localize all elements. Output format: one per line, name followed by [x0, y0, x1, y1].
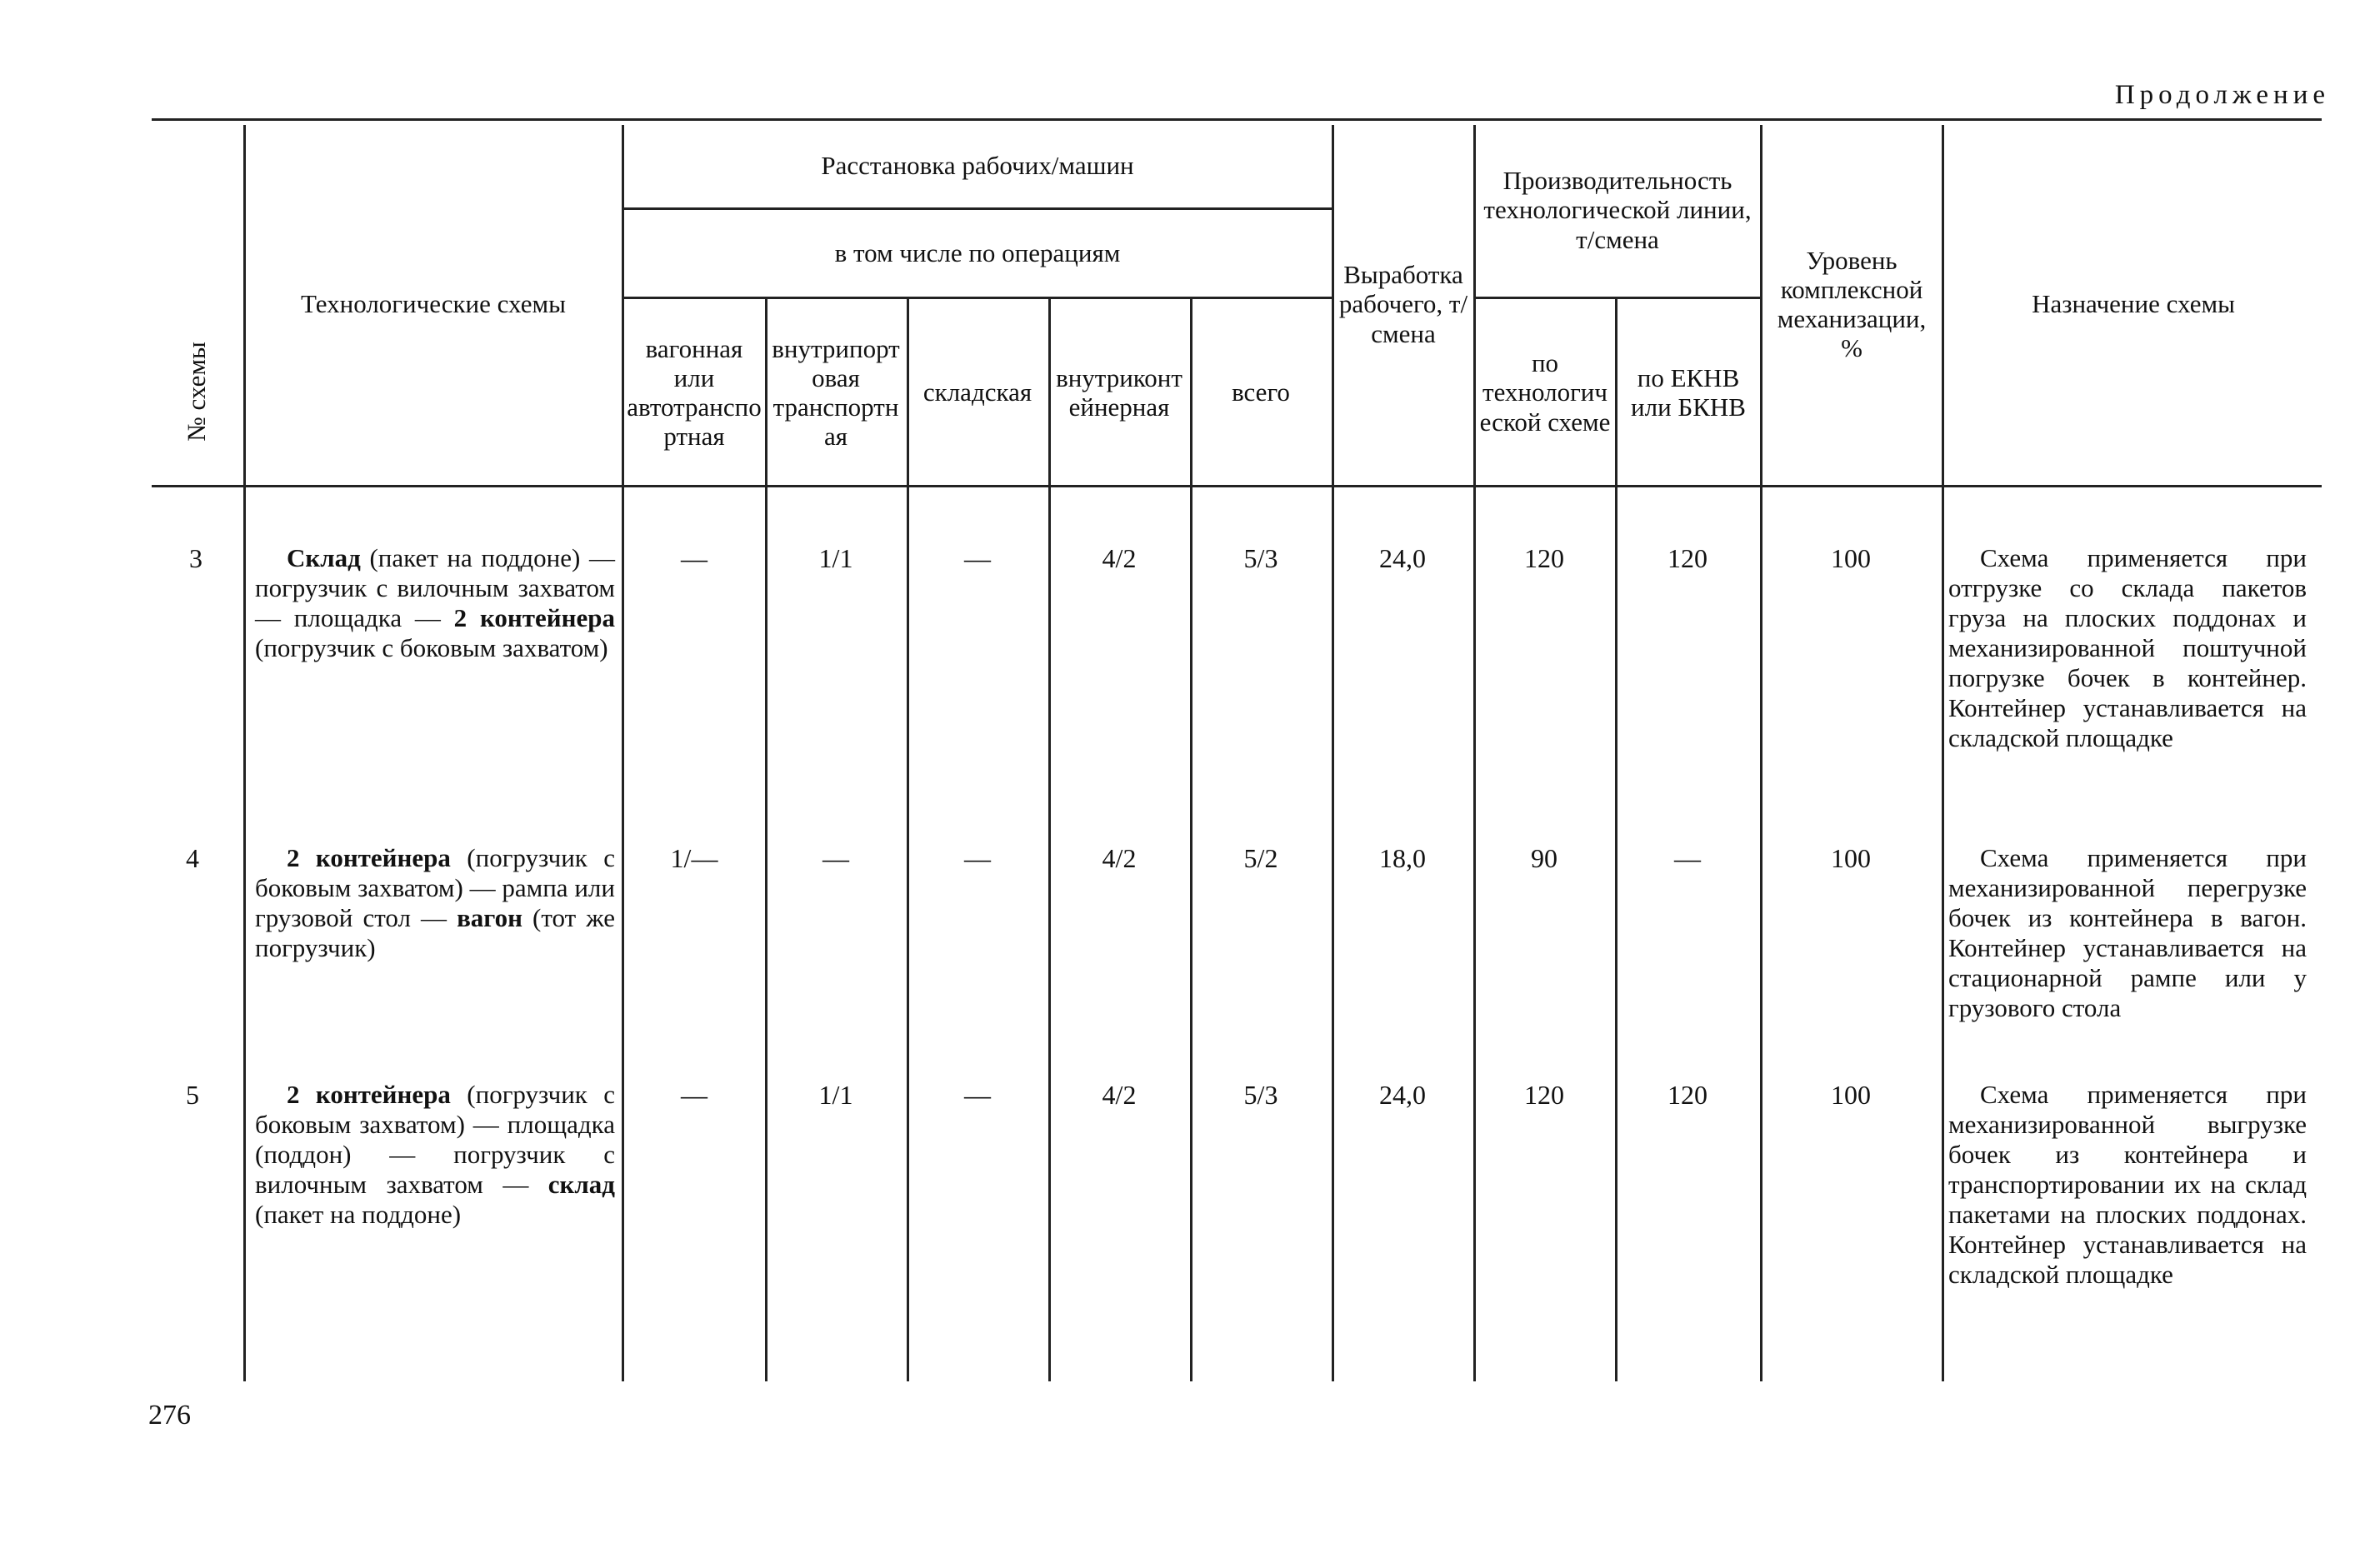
intracontainer-value: 4/2	[1102, 843, 1137, 873]
scheme-purpose: Схема применяется при механизированной перегрузке бочек из контейнера в вагон. Контейнер устанавливается на стационарной рампе или у грузового стола	[1948, 843, 2307, 1022]
scheme-description: 2 контейнера (погрузчик с боковым захватом) — рампа или грузовой стол — вагон (тот же погрузчик)	[255, 843, 615, 962]
header-total: всего	[1232, 377, 1290, 407]
wagon-value: —	[681, 543, 708, 573]
header-placement: Расстановка рабочих/машин	[821, 151, 1134, 181]
mechanization-value: 100	[1831, 1080, 1871, 1110]
intraport-value: —	[822, 843, 849, 873]
col-divider	[1615, 298, 1618, 1381]
col-divider	[243, 125, 246, 1381]
col-divider	[907, 298, 909, 1381]
col-divider	[1190, 298, 1192, 1381]
header-intracontainer: внутриконтейнерная	[1056, 362, 1182, 422]
placement-rule	[622, 207, 1332, 210]
operations-rule	[622, 297, 1332, 299]
mechanization-value: 100	[1831, 543, 1871, 573]
header-by-scheme: по технологической схеме	[1479, 348, 1611, 437]
output-value: 18,0	[1379, 843, 1426, 873]
header-technological-schemes: Технологические схемы	[301, 289, 566, 319]
col-divider	[1942, 125, 1944, 1381]
header-bottom-rule	[152, 485, 2322, 487]
scheme-purpose: Схема применяется при отгрузке со склада пакетов груза на плоских поддонах и механизированной поштучной погрузке бочек в контейнер. Контейнер устанавливается на складской площадке	[1948, 543, 2307, 752]
col-divider	[1473, 125, 1476, 1381]
by-norms-value: 120	[1668, 543, 1708, 573]
wagon-value: 1/—	[670, 843, 718, 873]
intracontainer-value: 4/2	[1102, 543, 1137, 573]
output-value: 24,0	[1379, 1080, 1426, 1110]
col-divider	[1048, 298, 1051, 1381]
mechanization-value: 100	[1831, 843, 1871, 873]
header-intraport: внутрипортовая транспортная	[772, 333, 900, 452]
header-wagon: вагонная или автотранспортная	[627, 333, 762, 452]
header-by-norms: по ЕКНВ или БКНВ	[1631, 362, 1746, 422]
wagon-value: —	[681, 1080, 708, 1110]
scheme-number: 5	[186, 1080, 199, 1110]
warehouse-value: —	[964, 543, 991, 573]
total-value: 5/2	[1243, 843, 1278, 873]
header-warehouse: складская	[922, 377, 1032, 407]
scheme-number: 3	[189, 543, 202, 573]
by-scheme-value: 120	[1524, 1080, 1564, 1110]
scheme-description: Склад (пакет на поддоне) — погрузчик с вилочным захватом — площадка — 2 контейнера (погрузчик с боковым захватом)	[255, 543, 615, 662]
header-productivity: Производительность технологической линии, т/смена	[1483, 166, 1752, 254]
warehouse-value: —	[964, 843, 991, 873]
continuation-label: Продолжение	[2114, 80, 2330, 110]
total-value: 5/3	[1243, 1080, 1278, 1110]
scheme-number: 4	[186, 843, 199, 873]
total-value: 5/3	[1243, 543, 1278, 573]
col-divider	[1332, 125, 1334, 1381]
header-purpose: Назначение схемы	[2032, 289, 2235, 319]
header-scheme-number: № схемы	[182, 342, 211, 442]
page-number: 276	[148, 1400, 191, 1431]
by-norms-value: 120	[1668, 1080, 1708, 1110]
output-value: 24,0	[1379, 543, 1426, 573]
by-norms-value: —	[1674, 843, 1701, 873]
col-divider	[622, 125, 624, 1381]
intraport-value: 1/1	[818, 1080, 853, 1110]
header-mechanization: Уровень комплексной механизации, %	[1777, 245, 1927, 363]
col-divider	[765, 298, 768, 1381]
header-by-operations: в том числе по операциям	[834, 238, 1121, 268]
col-divider	[1760, 125, 1762, 1381]
by-scheme-value: 120	[1524, 543, 1564, 573]
scheme-description: 2 контейнера (погрузчик с боковым захватом) — площадка (поддон) — погрузчик с вилочным захватом — склад (пакет на поддоне)	[255, 1080, 615, 1229]
header-output: Выработка рабочего, т/смена	[1338, 260, 1468, 348]
warehouse-value: —	[964, 1080, 991, 1110]
table-top-rule	[152, 118, 2322, 121]
intraport-value: 1/1	[818, 543, 853, 573]
by-scheme-value: 90	[1531, 843, 1558, 873]
intracontainer-value: 4/2	[1102, 1080, 1137, 1110]
scheme-purpose: Схема применяется при механизированной выгрузке бочек из контейнера и транспортировании их на склад пакетами на плоских поддонах. Контейнер устанавливается на складской площадке	[1948, 1080, 2307, 1289]
